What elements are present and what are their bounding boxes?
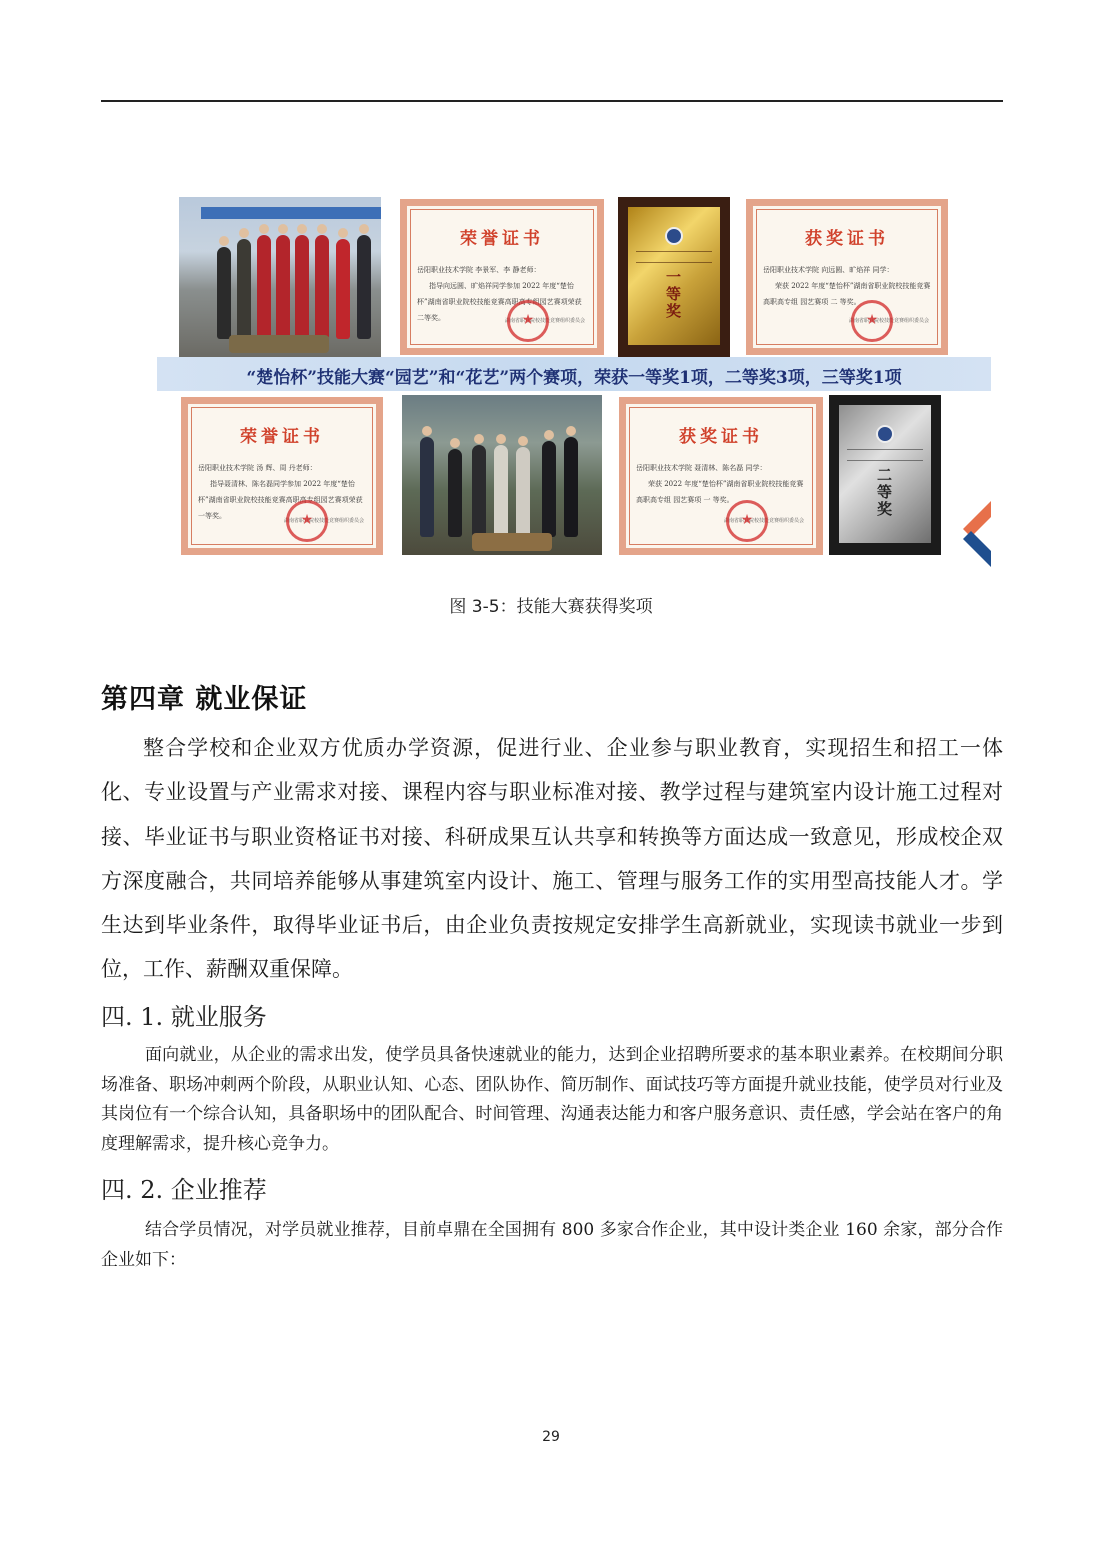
silver-plaque xyxy=(829,395,941,555)
certificate-recipient: 岳阳职业技术学院 汤 辉、周 丹老师： xyxy=(198,464,317,472)
person xyxy=(472,445,486,537)
person xyxy=(276,235,290,339)
plaque-prize-label: 一等奖 xyxy=(664,269,682,320)
person xyxy=(448,449,462,537)
award-certificate-top xyxy=(746,199,948,355)
awards-banner-text: “楚怡杯”技能大赛“园艺”和“花艺”两个赛项，荣获一等奖1项，二等奖3项，三等奖1项 xyxy=(246,368,902,388)
gold-plaque xyxy=(618,197,730,357)
chapter-title: 第四章 就业保证 xyxy=(101,684,308,715)
page-number: 29 xyxy=(542,1429,560,1445)
red-seal-icon xyxy=(286,500,328,542)
person xyxy=(542,441,556,537)
awards-banner xyxy=(157,357,991,391)
certificate-text: 指导向远圆、旷焰祥同学参加 2022 年度“楚怡杯”湖南省职业院校技能竞赛高职高专组园艺赛项荣获二等奖。 xyxy=(417,282,582,322)
team-photo-bottom xyxy=(402,395,602,555)
person xyxy=(516,447,530,537)
emblem-icon xyxy=(665,227,683,245)
certificate-issuer: 湖南省职业院校技能竞赛组织委员会 xyxy=(848,318,929,324)
certificate-title: 荣誉证书 xyxy=(460,229,544,249)
red-seal-icon xyxy=(726,500,768,542)
certificate-recipient: 岳阳职业技术学院 聂清林、陈名磊 同学： xyxy=(636,464,767,472)
tools-pile xyxy=(229,335,329,353)
certificate-text: 荣获 2022 年度“楚怡杯”湖南省职业院校技能竞赛高职高专组 园艺赛项 一 等奖。 xyxy=(636,480,804,504)
corner-arrow-icon xyxy=(959,501,991,571)
chapter-paragraph-text: 整合学校和企业双方优质办学资源，促进行业、企业参与职业教育，实现招生和招工一体化、专业设置与产业需求对接、课程内容与职业标准对接、教学过程与建筑室内设计施工过程对接、毕业证书与职业资格证书对接、科研成果互认共享和转换等方面达成一致意见，形成校企双方深度融合，共同培养能够从事建筑室内设计、施工、管理与服务工作的实用型高技能人才。学生达到毕业条件，取得毕业证书后，由企业负责按规定安排学生高新就业，实现读书就业一步到位，工作、薪酬双重保障。 xyxy=(101,736,1003,982)
honor-certificate-bottom xyxy=(181,397,383,555)
certificate-title: 荣誉证书 xyxy=(240,427,324,447)
person xyxy=(315,235,329,339)
person xyxy=(357,235,371,339)
person xyxy=(564,437,578,537)
person xyxy=(217,247,231,339)
plaque-prize-label: 二等奖 xyxy=(875,467,893,518)
person xyxy=(257,235,271,339)
award-certificate-bottom xyxy=(619,397,823,555)
section-paragraph-employment-service: 面向就业，从企业的需求出发，使学员具备快速就业的能力，达到企业招聘所要求的基本职业素养。在校期间分职场准备、职场冲刺两个阶段，从职业认知、心态、团队协作、简历制作、面试技巧等方面提升就业技能，使学员对行业及其岗位有一个综合认知，具备职场中的团队配合、时间管理、沟通表达能力和客户服务意识、责任感，学会站在客户的角度理解需求，提升核心竞争力。 xyxy=(101,1045,1003,1154)
certificate-issuer: 湖南省职业院校技能竞赛组织委员会 xyxy=(723,518,804,524)
red-seal-icon xyxy=(507,300,549,342)
person xyxy=(336,239,350,339)
certificate-issuer: 湖南省职业院校技能竞赛组织委员会 xyxy=(504,318,585,324)
certificate-text: 指导聂清林、陈名磊同学参加 2022 年度“楚怡杯”湖南省职业院校技能竞赛高职高专组园艺赛项荣获一等奖。 xyxy=(198,480,363,520)
figure-caption: 图 3-5：技能大赛获得奖项 xyxy=(449,597,653,617)
certificate-recipient: 岳阳职业技术学院 李景军、李 静老师： xyxy=(417,266,541,274)
awards-figure xyxy=(157,193,991,571)
chapter-paragraph xyxy=(101,726,1003,992)
certificate-title: 获奖证书 xyxy=(805,229,889,249)
person xyxy=(295,235,309,339)
certificate-issuer: 湖南省职业院校技能竞赛组织委员会 xyxy=(283,518,364,524)
team-photo-top xyxy=(179,197,381,357)
certificate-text: 荣获 2022 年度“楚怡杯”湖南省职业院校技能竞赛高职高专组 园艺赛项 二 等奖。 xyxy=(763,282,931,306)
stone-pile xyxy=(472,533,552,551)
emblem-icon xyxy=(876,425,894,443)
section-paragraph-enterprise-recommendation: 结合学员情况，对学员就业推荐，目前卓鼎在全国拥有 800 多家合作企业，其中设计类企业 160 余家，部分合作企业如下： xyxy=(101,1220,1003,1270)
person xyxy=(237,239,251,339)
honor-certificate-top xyxy=(400,199,604,355)
header-rule xyxy=(101,100,1003,102)
section-title-enterprise-recommendation: 四. 2. 企业推荐 xyxy=(101,1176,267,1204)
certificate-title: 获奖证书 xyxy=(679,427,763,447)
section-title-employment-service: 四. 1. 就业服务 xyxy=(101,1003,267,1031)
person xyxy=(420,437,434,537)
event-banner xyxy=(201,207,381,219)
person xyxy=(494,445,508,537)
certificate-recipient: 岳阳职业技术学院 向远圆、旷焰祥 同学： xyxy=(763,266,894,274)
red-seal-icon xyxy=(851,300,893,342)
